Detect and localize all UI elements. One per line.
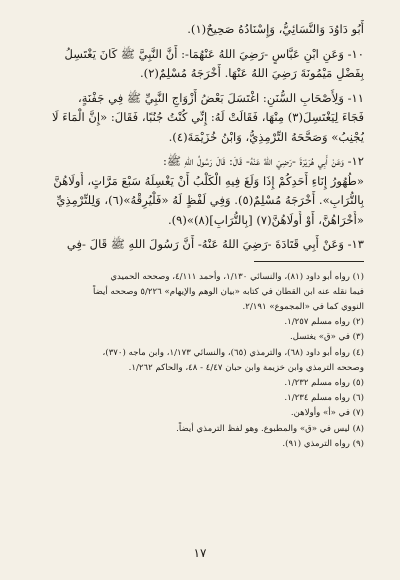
- footnotes: [30, 270, 364, 452]
- text-line: يُجْنِبُ» وَصَحَّحَهُ التِّرْمِذِيُّ، وَابْنُ خُزَيْمَةَ(٤).: [168, 129, 364, 144]
- text-line: ١٣- وَعَنْ أَبِي قَتَادَةَ -رَضِيَ اللهُ عَنْهُ- أَنَّ رَسُولَ اللهِ ﷺ قَالَ -فِي: [66, 237, 364, 251]
- paragraph-9-tail: [30, 20, 364, 40]
- text-line: فَجَاءَ لِيَغْتَسِلَ(٣) مِنْهَا، فَقَالَتْ لَهُ: إِنِّي كُنْتُ جُنُبًا، فَقَالَ: «إِنَّ الْمَاءَ لَا: [51, 110, 364, 124]
- paragraph-12: [30, 152, 364, 230]
- footnote-line: (٩) رواه الترمذي (٩١).: [282, 438, 364, 449]
- footnote-line: (٧) في «أ» وأولاهن.: [290, 408, 364, 419]
- footnote-line: (٤) رواه أبو داود (٦٨)، والترمذي (٦٥)، والنسائي ١/١٧٣، وابن ماجه (٣٧٠)،: [102, 347, 364, 358]
- footnote-line: (٦) رواه مسلم ١/٢٣٤.: [284, 393, 364, 404]
- text-line: ١٠- وَعَنِ ابْنِ عَبَّاسٍ -رَضِيَ اللهُ عَنْهُمَا-: أَنَّ النَّبِيَّ ﷺ كَانَ يَغْتَسِلُ: [64, 46, 364, 61]
- main-text: [30, 20, 364, 255]
- paragraph-10: [30, 45, 364, 84]
- text-line: بِفَضْلِ مَيْمُونَةَ رَضِيَ اللهُ عَنْهَا. أَخْرَجَهُ مُسْلِمٌ(٢).: [139, 66, 364, 80]
- footnote-divider: [254, 261, 364, 262]
- footnote-line: (٣) في «ق» يغتسل.: [289, 332, 364, 343]
- text-line: بِالتُّرَابِ». أَخْرَجَهُ مُسْلِمٌ(٥). وَفِي لَفْظٍ لَهُ «فَلْيُرِقْهُ»(٦)، وَلِلتِّرْمِذِيِّ: [56, 193, 364, 207]
- footnote-line: وصححه الترمذي وابن خزيمة وابن حبان ٤/٤٧ - ٤٨، والحاكم ١/٢٦٢.: [128, 362, 364, 373]
- text-line: ١٢- وَعَنْ أَبِي هُرَيْرَةَ -رَضِيَ اللهُ عَنْهُ- قَالَ: قَالَ رَسُولُ اللهِ ﷺ:: [163, 154, 364, 168]
- footnote-line: (٢) رواه مسلم ١/٢٥٧.: [284, 317, 364, 328]
- footnote-line: فيما نقله عنه ابن القطان في كتابه «بيان الوهم والإيهام» ٥/٢٢٦ وصححه أيضاً: [92, 286, 364, 297]
- text-line: ١١- وَلِأَصْحَابِ السُّنَنِ: اغْتَسَلَ بَعْضُ أَزْوَاجِ النَّبِيِّ ﷺ فِي جَفْنَةٍ،: [77, 90, 364, 105]
- page-number: ١٧: [193, 546, 207, 560]
- paragraph-11: [30, 89, 364, 148]
- text-line: «طُهُورُ إِنَاءِ أَحَدِكُمْ إِذَا وَلَغَ فِيهِ الْكَلْبُ أَنْ يَغْسِلَهُ سَبْعَ مَرَّاتٍ، أُولَاهُنَّ: [53, 173, 364, 188]
- footnote-line: (٥) رواه مسلم ١/٢٣٢.: [284, 377, 364, 388]
- paragraph-13: [30, 235, 364, 255]
- footnote-line: (٨) ليس في «ق» والمطبوع. وهو لفظ الترمذي أيضاً.: [176, 423, 364, 434]
- footnote-line: (١) رواه أبو داود (٨١)، والنسائي ١/١٣٠، وأحمد ٤/١١١، وصححه الحميدي: [110, 271, 364, 282]
- footnote-line: النووي كما في «المجموع» ٢/١٩١.: [242, 301, 364, 312]
- text-line: «أُخْرَاهُنَّ، أَوْ أُولَاهُنَّ(٧) [بِالتُّرَابِ](٨)»(٩).: [167, 212, 364, 227]
- text-line: أَبُو دَاوُدَ وَالنَّسَائِيُّ، وَإِسْنَادُهُ صَحِيحٌ(١).: [187, 22, 364, 36]
